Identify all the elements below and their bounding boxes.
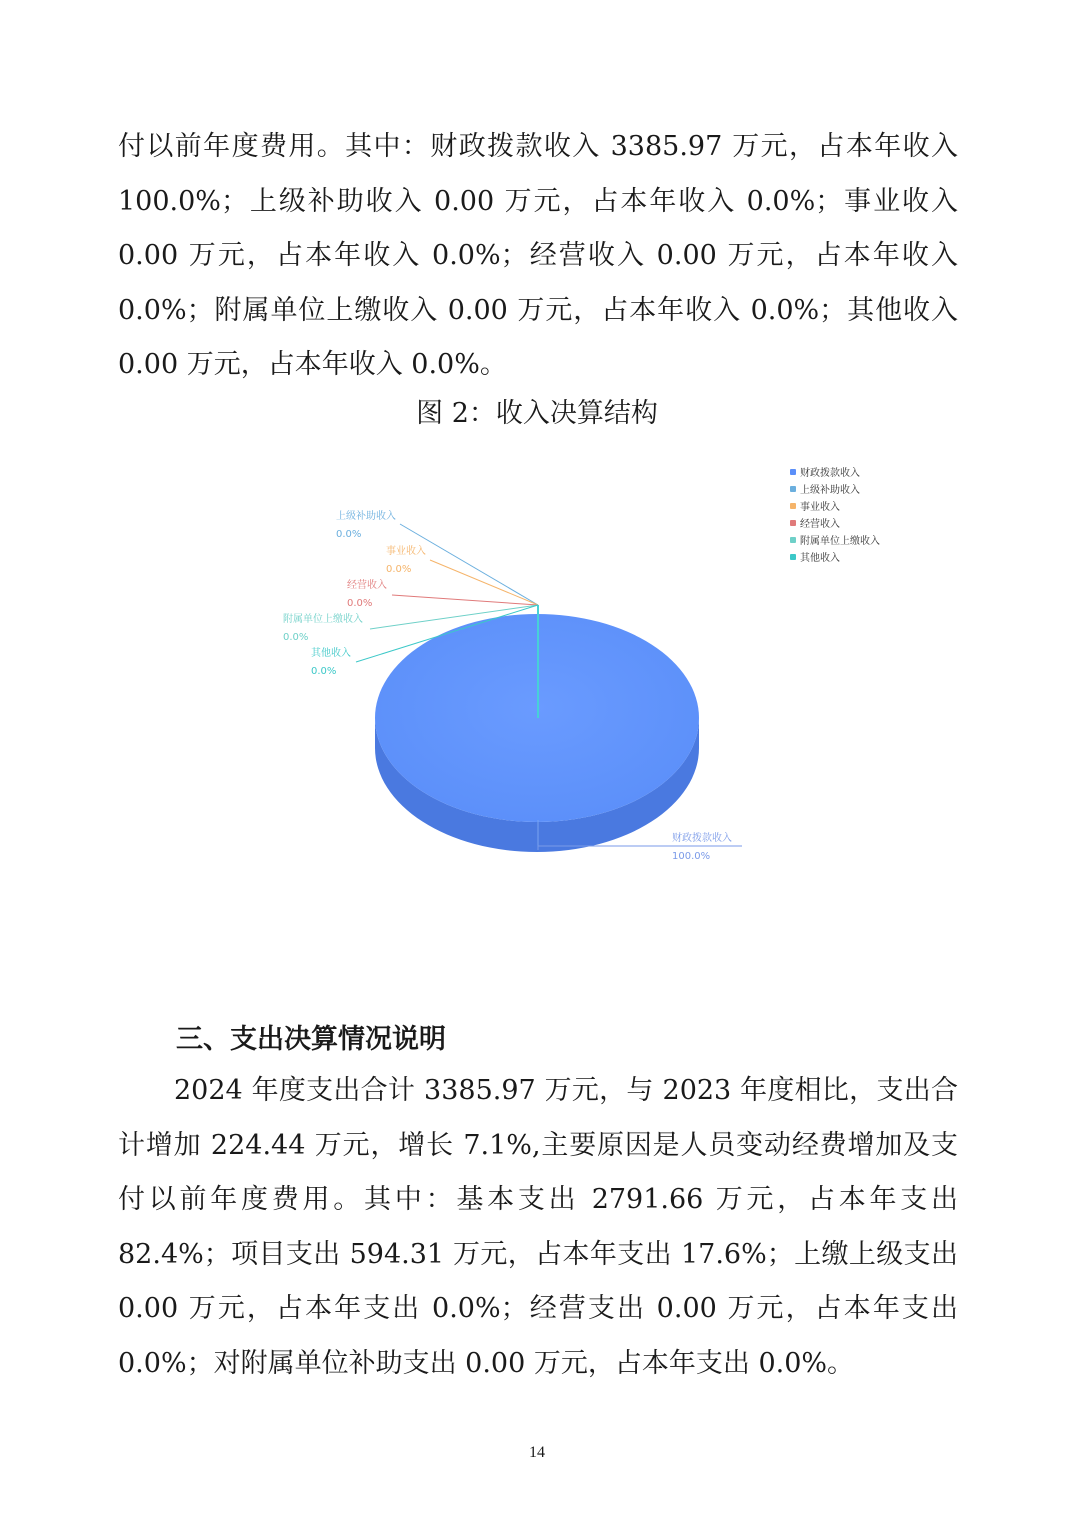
slice-label-0: 财政拨款收入 <box>672 833 732 844</box>
slice-percent-5: 0.0% <box>311 666 337 677</box>
figure-caption: 图 2：收入决算结构 <box>416 398 658 429</box>
legend-label-1: 上级补助收入 <box>800 485 860 496</box>
expenditure-paragraph: 2024 年度支出合计 3385.97 万元，与 2023 年度相比，支出合计增加 224.44 万元，增长 7.1%,主要原因是人员变动经费增加及支付以前年度费用。其中：基本支出 2791.66 万元，占本年支出 82.4%；项目支出 594.31 万元，占本年支出 17.6%；上缴上级支出 0.00 万元，占本年支出 0.0%；经营支出 0.00 万元，占本年支出 0.0%；对附属单位补助支出 0.00 万元，占本年支出 0.0%。 <box>118 1075 958 1379</box>
legend-swatch-5 <box>790 554 796 560</box>
slice-label-2: 事业收入 <box>386 546 426 557</box>
legend-label-4: 附属单位上缴收入 <box>800 536 880 547</box>
legend-swatch-4 <box>790 537 796 543</box>
legend-label-3: 经营收入 <box>800 519 840 530</box>
legend-swatch-0 <box>790 469 796 475</box>
slice-label-5: 其他收入 <box>311 648 351 659</box>
slice-label-4: 附属单位上缴收入 <box>283 614 363 625</box>
page-number: 14 <box>529 1444 545 1461</box>
slice-percent-3: 0.0% <box>347 598 373 609</box>
leader-line-1 <box>400 524 538 605</box>
slice-percent-4: 0.0% <box>283 632 309 643</box>
legend-label-2: 事业收入 <box>800 502 840 513</box>
section-heading: 三、支出决算情况说明 <box>176 1024 446 1055</box>
slice-percent-1: 0.0% <box>336 529 362 540</box>
legend-swatch-1 <box>790 486 796 492</box>
slice-percent-0: 100.0% <box>672 851 711 862</box>
slice-percent-2: 0.0% <box>386 564 412 575</box>
legend-label-0: 财政拨款收入 <box>800 468 860 479</box>
slice-label-1: 上级补助收入 <box>336 511 396 522</box>
intro-paragraph: 付以前年度费用。其中：财政拨款收入 3385.97 万元，占本年收入 100.0%；上级补助收入 0.00 万元，占本年收入 0.0%；事业收入 0.00 万元，占本年收入 0.0%；经营收入 0.00 万元，占本年收入 0.0%；附属单位上缴收入 0.00 万元，占本年收入 0.0%；其他收入 0.00 万元，占本年收入 0.0%。 <box>118 131 958 380</box>
income-pie-chart <box>0 450 1074 880</box>
slice-label-3: 经营收入 <box>347 580 387 591</box>
leader-line-3 <box>392 595 538 605</box>
legend-swatch-2 <box>790 503 796 509</box>
legend-label-5: 其他收入 <box>800 553 840 564</box>
legend-swatch-3 <box>790 520 796 526</box>
